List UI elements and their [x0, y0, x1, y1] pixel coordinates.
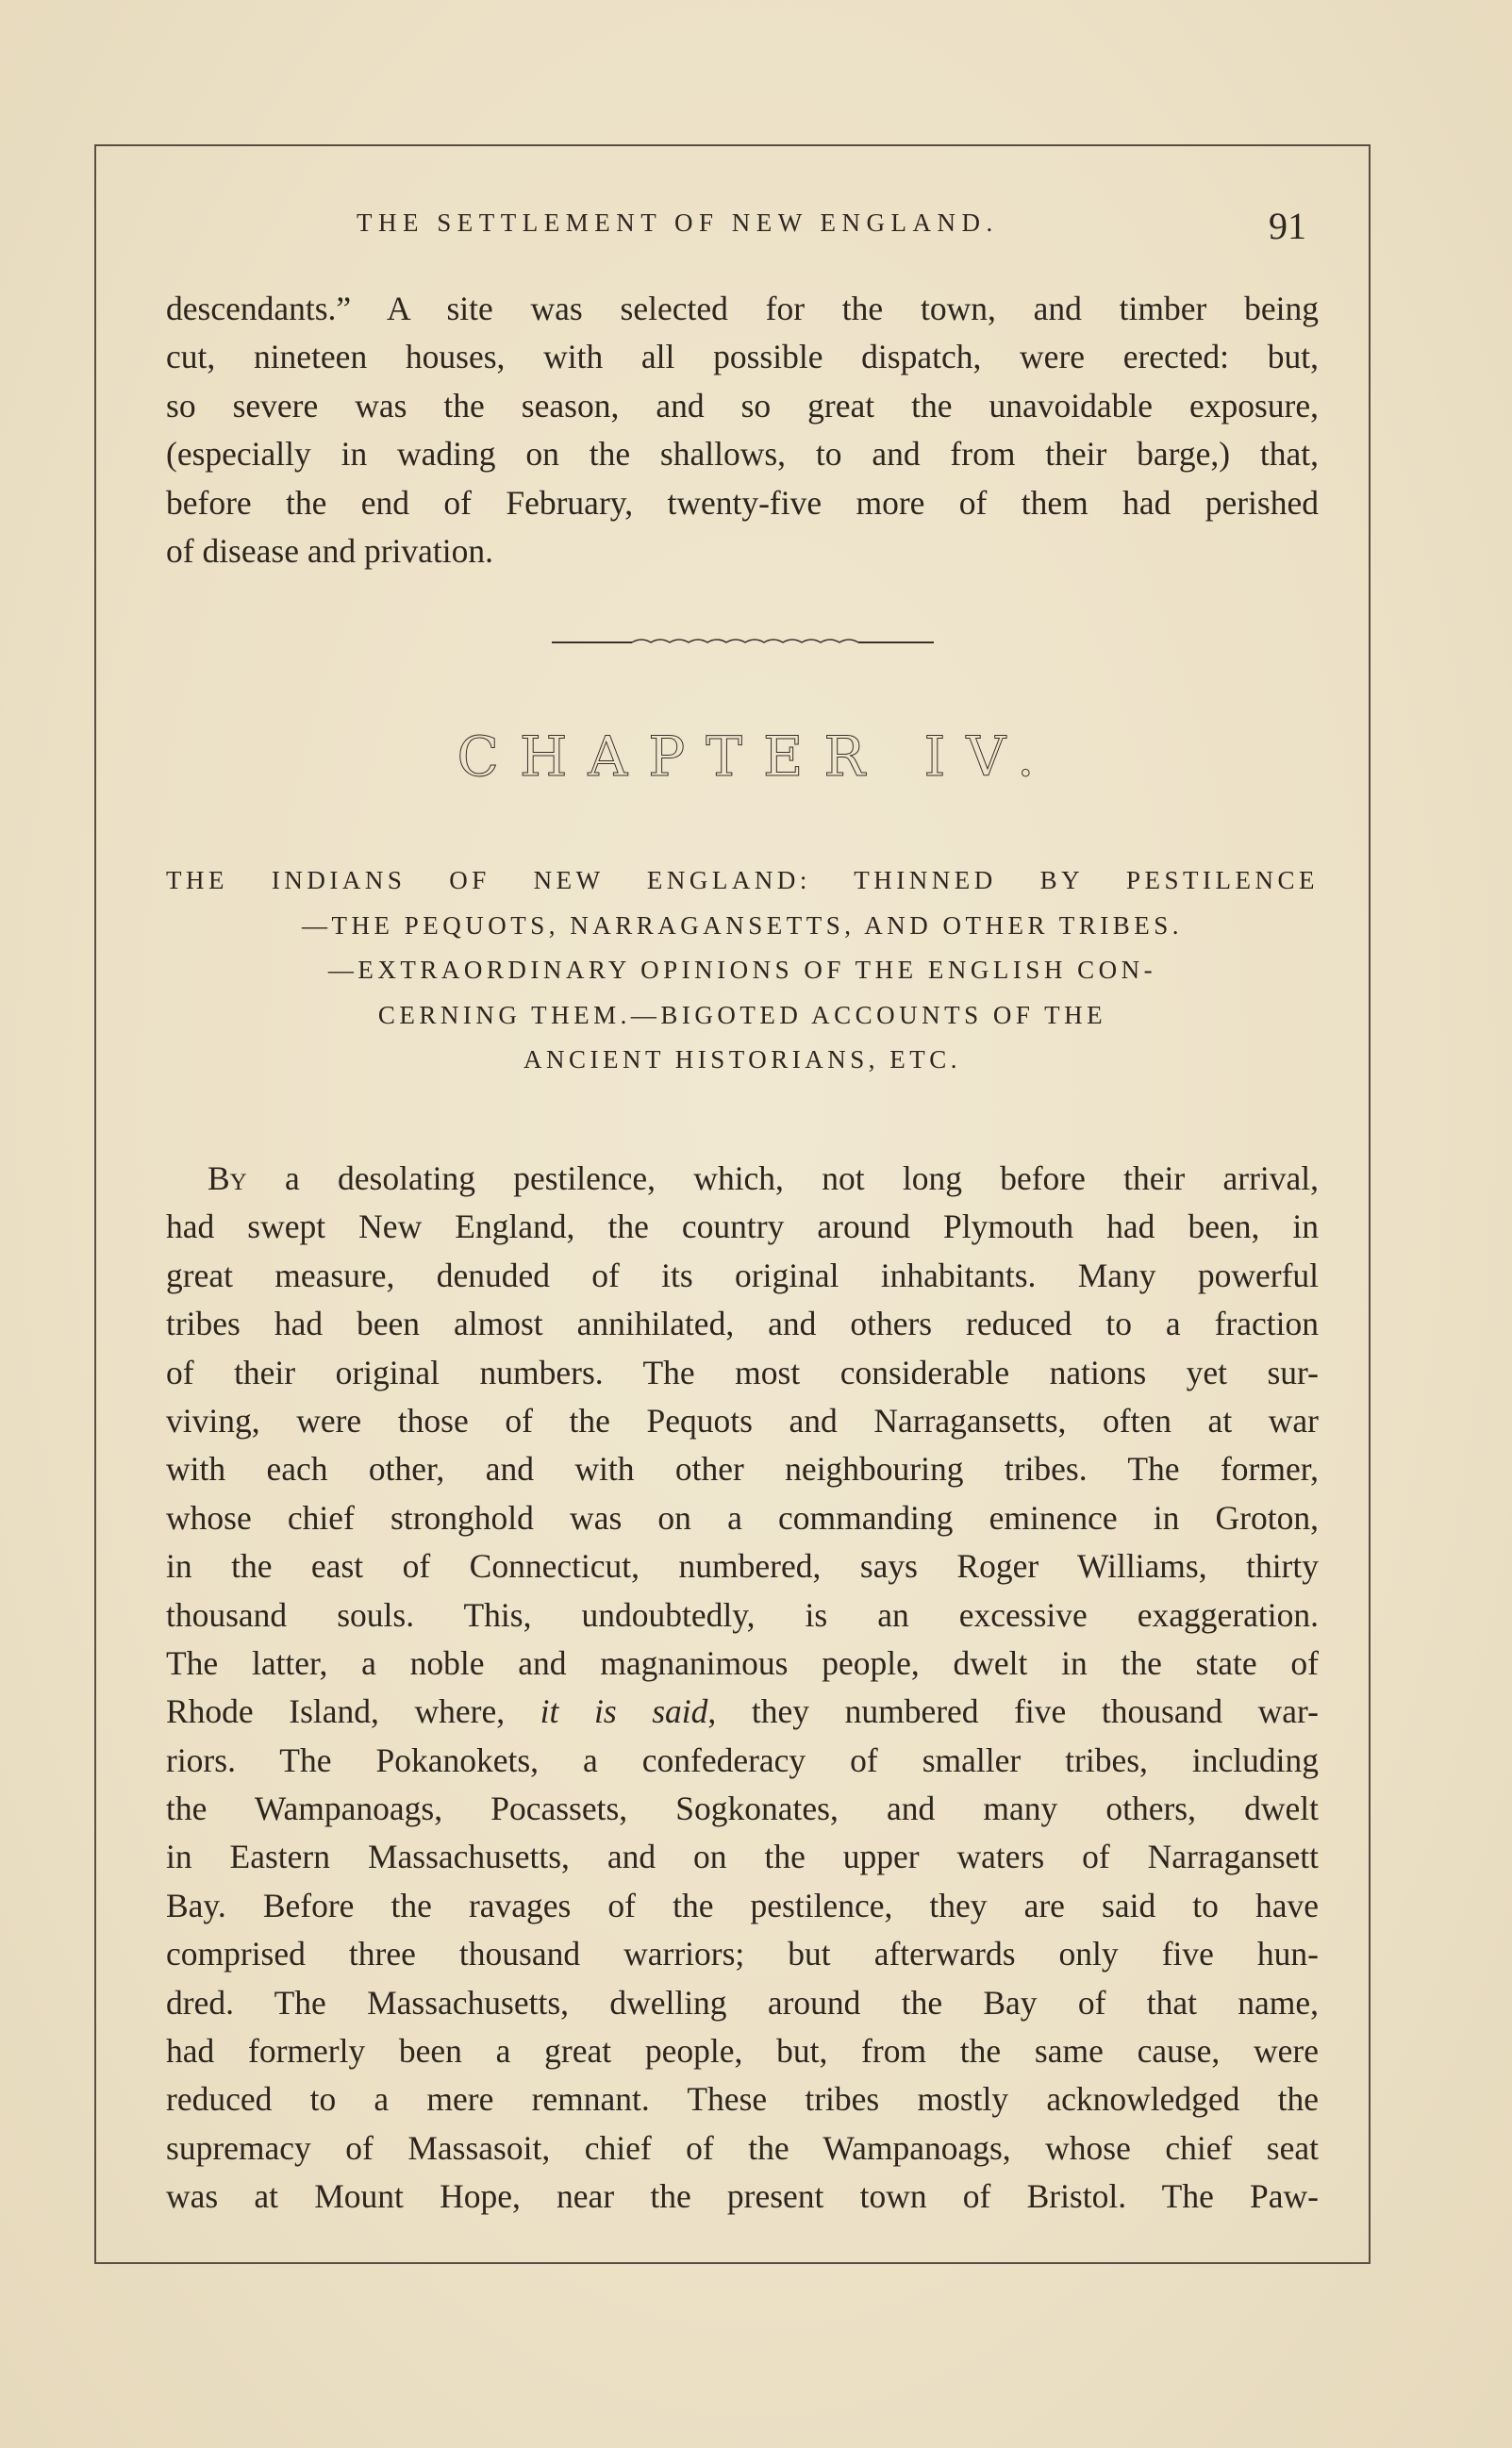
text-line-italic-phrase: [166, 1688, 1319, 1736]
page-number: 91: [1269, 205, 1306, 247]
text-line: thousand souls. This, undoubtedly, is an excessive exaggeration.: [166, 1595, 1319, 1634]
text-line: in Eastern Massachusetts, and on the upper waters of Narragansett: [166, 1838, 1319, 1876]
text-line: riors. The Pokanokets, a confederacy of smaller tribes, including: [166, 1740, 1319, 1779]
text-line: whose chief stronghold was on a commanding eminence in Groton,: [166, 1498, 1319, 1537]
chapter-title: CHAPTER IV.: [457, 724, 1055, 789]
rhode-line-start: Rhode Island, where,: [166, 1692, 540, 1731]
text-line: the Wampanoags, Pocassets, Sogkonates, and many others, dwelt: [166, 1790, 1319, 1828]
text-line: with each other, and with other neighbouring tribes. The former,: [166, 1450, 1319, 1489]
text-line: before the end of February, twenty-five more of them had perished: [166, 483, 1319, 522]
chapter-divider-ornament: [552, 632, 934, 651]
summary-line: THE INDIANS OF NEW ENGLAND: THINNED BY PESTILENCE: [166, 866, 1319, 894]
chapter-summary: [166, 858, 1319, 1083]
page-border-left: [94, 144, 96, 2264]
drop-word: By: [208, 1159, 247, 1197]
text-line: cut, nineteen houses, with all possible dispatch, were erected: but,: [166, 338, 1319, 376]
summary-line: —EXTRAORDINARY OPINIONS OF THE ENGLISH CON-: [327, 956, 1157, 984]
text-line: in the east of Connecticut, numbered, says Roger Williams, thirty: [166, 1547, 1319, 1586]
page-border-right: [1369, 144, 1371, 2264]
page-border-bottom: [94, 2262, 1371, 2264]
text-line: Bay. Before the ravages of the pestilence, they are said to have: [166, 1886, 1319, 1924]
paragraph-continued: [166, 285, 1319, 575]
summary-line: CERNING THEM.—BIGOTED ACCOUNTS OF THE: [377, 1000, 1107, 1029]
text-line: (especially in wading on the shallows, to and from their barge,) that,: [166, 435, 1319, 474]
chapter-body-paragraph: [166, 1155, 1319, 2222]
text-line: comprised three thousand warriors; but afterwards only five hun-: [166, 1935, 1319, 1973]
text-line: of their original numbers. The most considerable nations yet sur-: [166, 1353, 1319, 1391]
text-line: descendants.” A site was selected for the town, and timber being: [166, 290, 1319, 327]
text-line: viving, were those of the Pequots and Narragansetts, often at war: [166, 1401, 1319, 1440]
rhode-line-end: , they numbered five thousand war-: [707, 1692, 1319, 1731]
italic-phrase: it is said: [540, 1692, 708, 1731]
text-line: tribes had been almost annihilated, and others reduced to a fraction: [166, 1305, 1319, 1343]
text-line: great measure, denuded of its original inhabitants. Many powerful: [166, 1256, 1319, 1294]
page-border-top: [94, 144, 1371, 146]
text-line: had swept New England, the country around Plymouth had been, in: [166, 1207, 1319, 1246]
text-line: The latter, a noble and magnanimous people, dwelt in the state of: [166, 1643, 1319, 1682]
running-head: THE SETTLEMENT OF NEW ENGLAND.: [357, 208, 999, 237]
summary-line: —THE PEQUOTS, NARRAGANSETTS, AND OTHER TRIBES.: [301, 910, 1184, 940]
text-line: dred. The Massachusetts, dwelling around the Bay of that name,: [166, 1983, 1319, 2022]
text-line: reduced to a mere remnant. These tribes mostly acknowledged the: [166, 2080, 1319, 2119]
text-line: of disease and privation.: [166, 531, 494, 570]
summary-line: ANCIENT HISTORIANS, ETC.: [523, 1045, 961, 1074]
text-line: supremacy of Massasoit, chief of the Wampanoags, whose chief seat: [166, 2128, 1319, 2167]
first-line-text: a desolating pestilence, which, not long before their arrival,: [246, 1159, 1319, 1197]
text-line: had formerly been a great people, but, from the same cause, were: [166, 2032, 1319, 2071]
text-line: was at Mount Hope, near the present town of Bristol. The Paw-: [166, 2177, 1319, 2216]
text-line: so severe was the season, and so great the unavoidable exposure,: [166, 386, 1319, 425]
text-line-first: [166, 1155, 1319, 1203]
